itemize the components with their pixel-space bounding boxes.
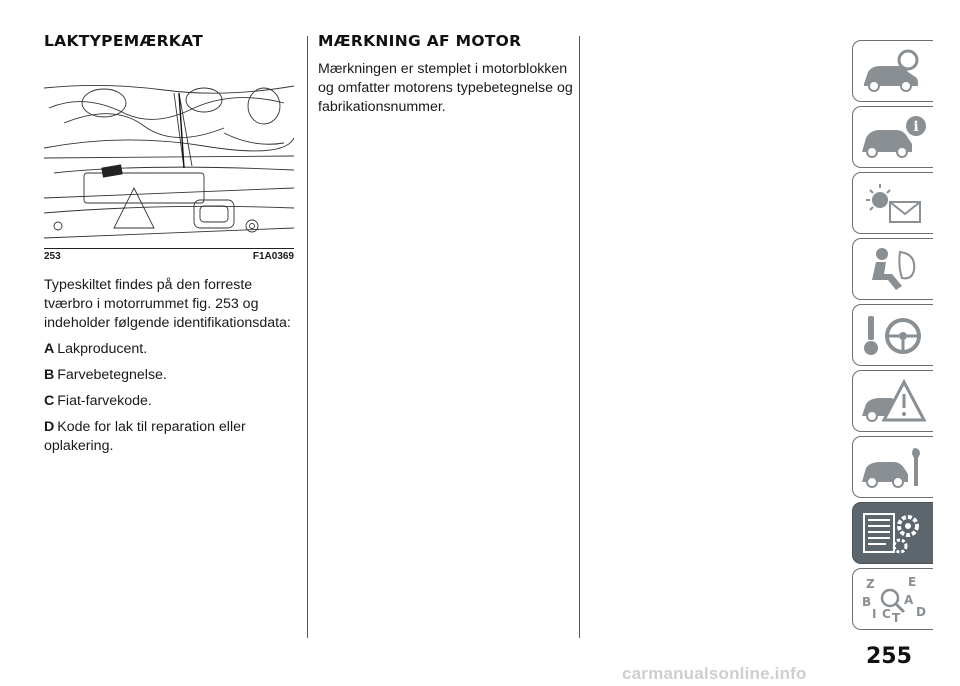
figure-code: F1A0369 <box>252 251 294 262</box>
list-key: A <box>44 341 55 357</box>
column-divider <box>307 36 308 638</box>
list-key: D <box>44 419 55 435</box>
svg-text:A: A <box>904 593 914 607</box>
tab-warning-lights[interactable] <box>852 172 933 234</box>
page-number: 255 <box>866 644 912 669</box>
svg-text:I: I <box>872 607 877 621</box>
list-text: Farvebetegnelse. <box>57 367 167 383</box>
tab-car-info[interactable] <box>852 106 933 168</box>
middle-column <box>318 32 573 117</box>
svg-text:E: E <box>908 575 917 589</box>
svg-text:T: T <box>892 611 901 624</box>
warning-lights-envelope-icon <box>858 178 928 228</box>
seat-airbag-icon <box>858 244 928 294</box>
list-text: Kode for lak til reparation eller oplakering. <box>44 419 246 454</box>
tab-technical-specs[interactable] <box>852 502 933 564</box>
tab-starting-driving[interactable] <box>852 304 933 366</box>
engine-marking-body: Mærkningen er stemplet i motorblokken og omfatter motorens typebetegnelse og fabrikationsnummer. <box>318 61 573 115</box>
watermark: carmanualsonline.info <box>622 664 807 683</box>
engine-bay-illustration <box>44 78 294 246</box>
section-heading-paint-label: LAKTYPEMÆRKAT <box>44 32 204 50</box>
car-info-icon <box>858 112 928 162</box>
list-item <box>44 418 296 456</box>
figure-caption <box>44 248 294 262</box>
car-wrench-icon <box>858 442 928 492</box>
list-text: Lakproducent. <box>57 341 148 357</box>
svg-text:C: C <box>882 607 891 621</box>
tab-car-magnifier[interactable] <box>852 40 933 102</box>
engine-bay-figure <box>44 78 294 262</box>
specs-gears-icon <box>858 508 928 558</box>
car-warning-triangle-icon <box>858 376 928 426</box>
list-item <box>44 366 296 385</box>
svg-text:B: B <box>862 595 872 609</box>
car-magnifier-icon <box>858 46 928 96</box>
svg-text:Z: Z <box>866 577 875 591</box>
key-steering-wheel-icon <box>858 310 928 360</box>
tab-maintenance[interactable] <box>852 436 933 498</box>
tab-emergency[interactable] <box>852 370 933 432</box>
svg-text:D: D <box>916 605 926 619</box>
paint-label-intro: Typeskiltet findes på den forreste tværbro i motorrummet fig. 253 og indeholder følgende identifikationsdata: <box>44 277 291 331</box>
tab-index[interactable] <box>852 568 933 630</box>
index-alphabet-icon <box>858 574 928 624</box>
tab-safety[interactable] <box>852 238 933 300</box>
list-text: Fiat-farvekode. <box>57 393 152 409</box>
section-heading-engine-marking: MÆRKNING AF MOTOR <box>318 32 522 50</box>
left-column <box>44 32 296 456</box>
list-item <box>44 392 296 411</box>
list-item <box>44 340 296 359</box>
figure-number: 253 <box>44 251 61 262</box>
svg-text:i: i <box>913 119 919 135</box>
list-key: B <box>44 367 55 383</box>
list-key: C <box>44 393 55 409</box>
column-divider <box>579 36 580 638</box>
